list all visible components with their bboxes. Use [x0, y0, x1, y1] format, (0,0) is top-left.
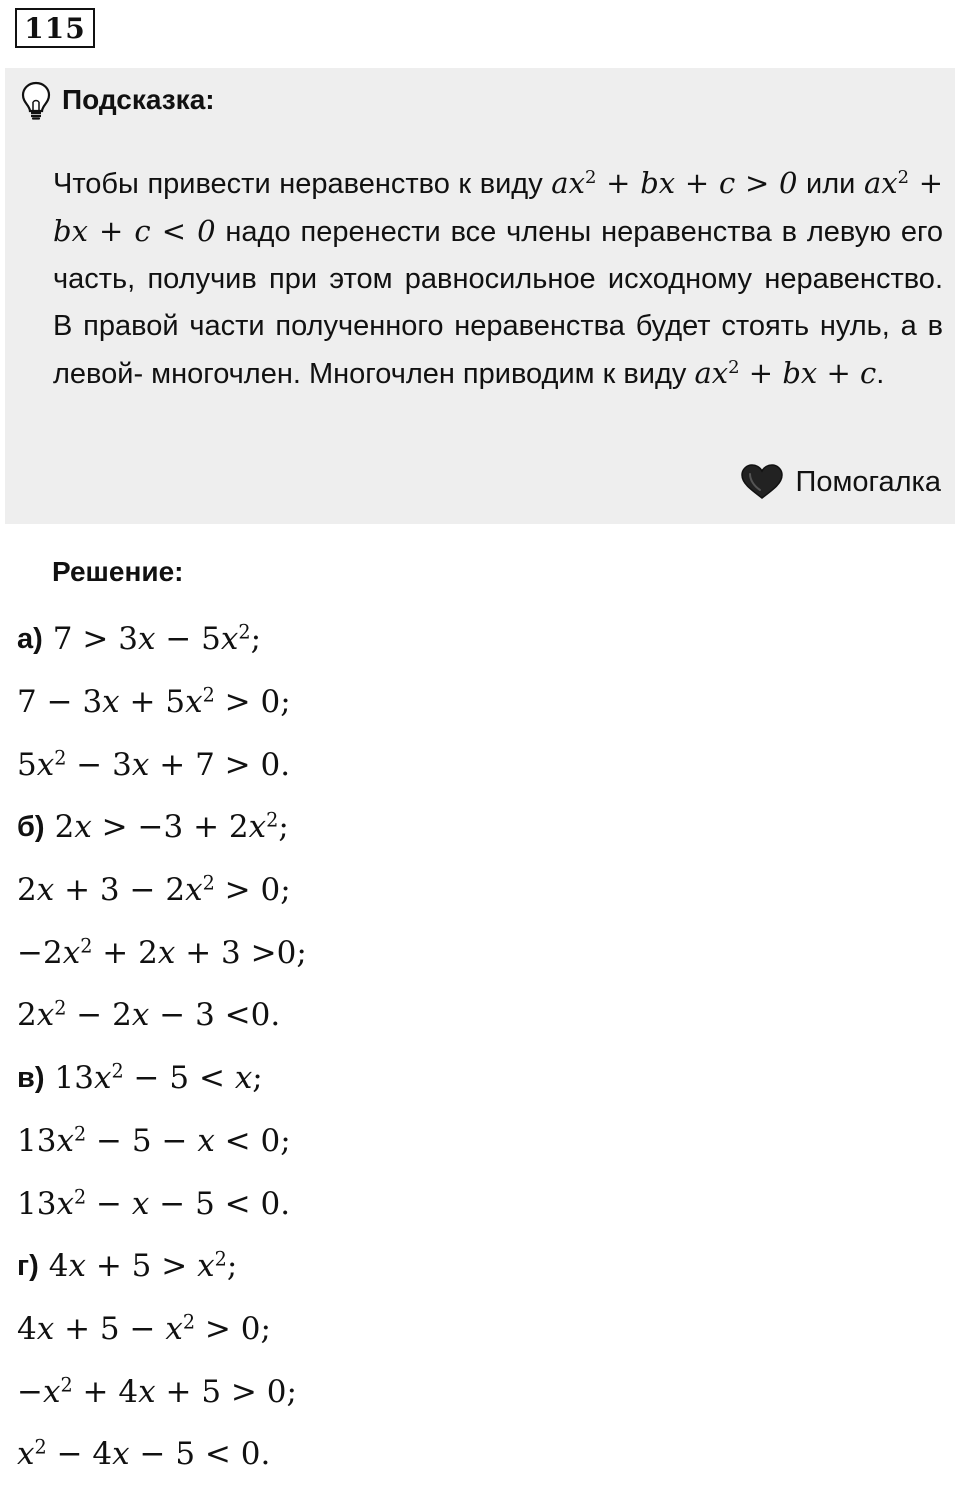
solution-line: [17, 1298, 937, 1361]
hint-text-part: или: [797, 168, 864, 200]
hint-text: [53, 160, 943, 398]
hint-box: [5, 68, 955, 524]
solution-line: [17, 733, 937, 796]
part-label: а): [17, 622, 43, 655]
hint-expression: $ax^2$ + bx + c < 0: [53, 166, 944, 248]
solution-expression: $4x + 5 - x^2 > 0$;: [17, 1310, 271, 1347]
solution-expression: $13x^2 - 5 < x$;: [54, 1059, 263, 1097]
solution-expression: $-2x^2 + 2x + 3 >0$;: [17, 934, 307, 971]
solution-line: [17, 1235, 937, 1298]
part-label: б): [17, 810, 45, 843]
solution-steps: [17, 608, 937, 1486]
hint-expression: $ax^2$ + bx + c > 0: [551, 166, 798, 200]
solution-expression: $4x + 5 > x^2$;: [48, 1247, 238, 1285]
heart-icon: [740, 464, 784, 500]
solution-expression: $x^2 - 4x - 5 < 0$.: [17, 1435, 271, 1473]
brand-label: Помогалка: [795, 465, 941, 498]
hint-text-part: .: [876, 358, 885, 390]
solution-expression: $2x > -3 + 2x^2$;: [54, 808, 289, 846]
solution-line: [17, 1423, 937, 1486]
problem-number: 115: [15, 8, 95, 48]
solution-expression: $2x + 3 - 2x^2 > 0$;: [17, 871, 291, 909]
lightbulb-icon: [19, 80, 53, 120]
solution-line: [17, 608, 937, 671]
solution-line: [17, 796, 937, 859]
solution-expression: $-x^2 + 4x + 5 > 0$;: [17, 1373, 297, 1410]
solution-line: [17, 984, 937, 1047]
solution-line: [17, 921, 937, 984]
hint-expression: $ax^2$ + bx + c: [694, 356, 877, 390]
solution-line: [17, 1172, 937, 1235]
solution-title: Решение:: [52, 556, 184, 587]
solution-line: [17, 859, 937, 922]
solution-expression: $7 > 3x - 5x^2$;: [52, 620, 262, 658]
solution-line: [17, 1047, 937, 1110]
solution-line: [17, 1360, 937, 1423]
hint-title: Подсказка:: [62, 84, 215, 115]
solution-expression: $13x^2 - 5 - x < 0$;: [17, 1122, 291, 1159]
solution-expression: $2x^2 - 2x - 3 <0$.: [17, 996, 281, 1034]
hint-text-part: надо перенести все члены неравенства в левую его часть, получив при этом равносильное исходному неравенство. В правой части полученного неравенства будет стоять нуль, а в левой- многочлен. Многочлен приводим к виду: [53, 216, 944, 390]
solution-expression: $13x^2 - x - 5 < 0$.: [17, 1184, 291, 1222]
solution-line: [17, 1110, 937, 1173]
part-label: г): [17, 1249, 39, 1282]
brand: [740, 464, 941, 500]
solution-expression: $7 - 3x + 5x^2 > 0$;: [17, 683, 291, 721]
solution-line: [17, 671, 937, 734]
hint-text-part: Чтобы привести неравенство к виду: [53, 168, 552, 200]
solution-expression: $5x^2 - 3x + 7 > 0$.: [17, 746, 291, 783]
part-label: в): [17, 1061, 45, 1094]
